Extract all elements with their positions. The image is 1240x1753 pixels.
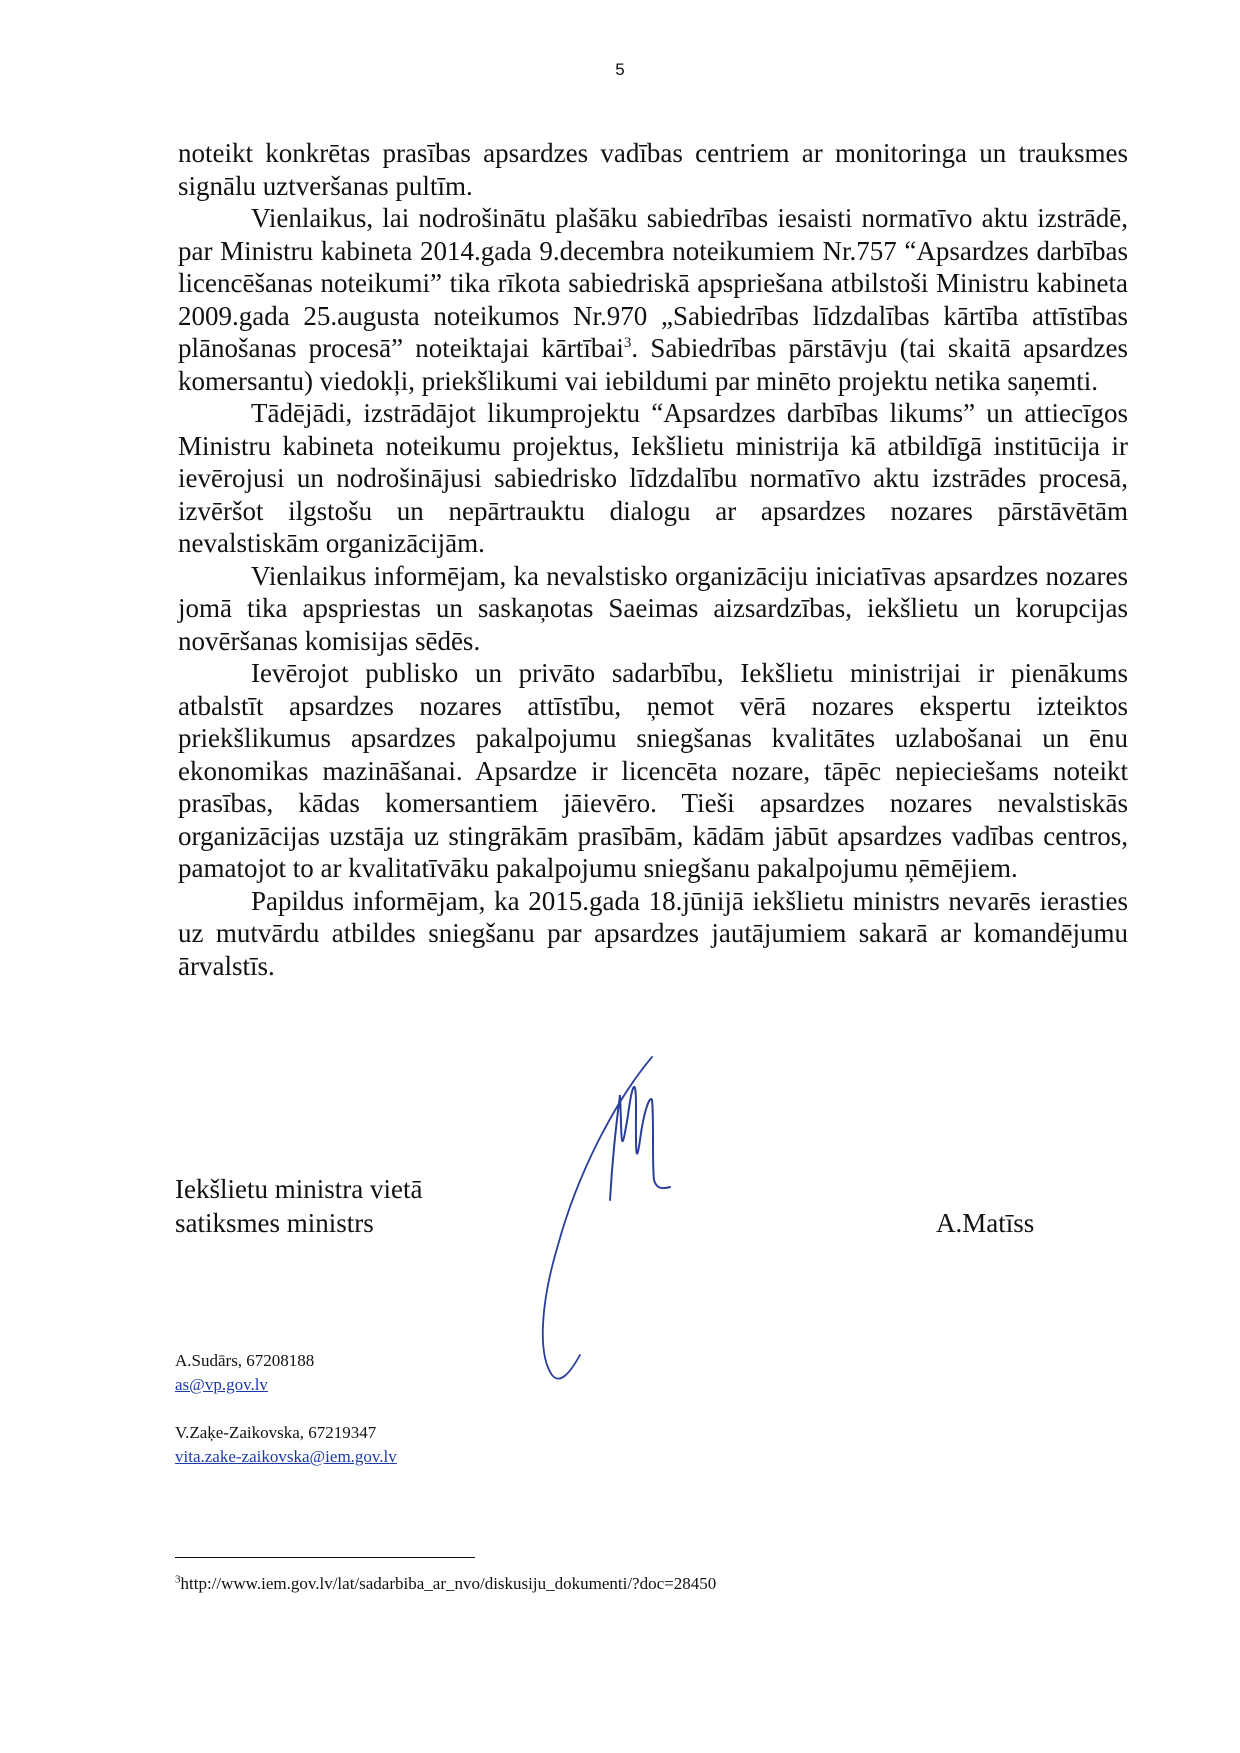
footnote-reference: 3 [623, 335, 632, 351]
contact-name-phone: A.Sudārs, 67208188 [175, 1351, 315, 1370]
paragraph-2-text: Vienlaikus, lai nodrošinātu plašāku sabiedrības iesaisti normatīvo aktu izstrādē, par Ministru kabineta 2014.gada 9.decembra noteikumiem Nr.757 “Apsardzes darbības licencēšanas noteikumi” tika rīkota sabiedriskā apspriešana atbilstoši Ministru kabineta 2009.gada 25.augusta noteikumos Nr.970 „Sabiedrības līdzdalības kārtība attīstības plānošanas procesā” noteiktajai kārtībai [178, 203, 1128, 363]
paragraph-5: Ievērojot publisko un privāto sadarbību, Iekšlietu ministrijai ir pienākums atbalstīt apsardzes nozares attīstību, ņemot vērā nozares ekspertu izteiktos priekšlikumus apsardzes pakalpojumu sniegšanas kvalitātes uzlabošanai un ēnu ekonomikas mazināšanai. Apsardze ir licencēta nozare, tāpēc nepieciešams noteikt prasības, kādas komersantiem jāievēro. Tieši apsardzes nozares nevalstiskās organizācijas uzstāja uz stingrākām prasībām, kādām jābūt apsardzes vadības centros, pamatojot to ar kvalitatīvāku pakalpojumu sniegšanu pakalpojumu ņēmējiem. [178, 658, 1128, 883]
letter-body [178, 137, 1128, 982]
footnote-url: http://www.iem.gov.lv/lat/sadarbiba_ar_nvo/diskusiju_dokumenti/?doc=28450 [180, 1574, 717, 1593]
contact-email-link[interactable]: as@vp.gov.lv [175, 1375, 268, 1394]
page-number: 5 [615, 60, 625, 79]
footnote-marker: 3 [175, 1573, 181, 1586]
signature-stroke-letters [610, 1087, 670, 1200]
paragraph-6: Papildus informējam, ka 2015.gada 18.jūnijā iekšlietu ministrs nevarēs ierasties uz mutvārdu atbildes sniegšanu par apsardzes jautājumiem sakarā ar komandējumu ārvalstīs. [178, 885, 1128, 981]
contact-email-link[interactable]: vita.zake-zaikovska@iem.gov.lv [175, 1447, 397, 1466]
contact-item [175, 1421, 397, 1469]
paragraph-2 [178, 202, 1128, 397]
paragraph-3: Tādējādi, izstrādājot likumprojektu “Apsardzes darbības likums” un attiecīgos Ministru kabineta noteikumu projektus, Iekšlietu ministrija kā atbildīgā institūcija ir ievērojusi un nodrošinājusi sabiedrisko līdzdalību normatīvo aktu izstrādes procesā, izvēršot ilgstošu un nepārtrauktu dialogu ar apsardzes nozares pārstāvētām nevalstiskām organizācijām. [178, 398, 1128, 558]
footnote-divider [175, 1557, 475, 1558]
signatory-title-line-2: satiksmes ministrs [175, 1208, 374, 1238]
handwritten-signature [540, 1055, 760, 1385]
paragraph-1: noteikt konkrētas prasības apsardzes vadības centriem ar monitoringa un trauksmes signālu uztveršanas pultīm. [178, 138, 1128, 201]
contact-list [175, 1349, 397, 1493]
contact-name-phone: V.Zaķe-Zaikovska, 67219347 [175, 1423, 377, 1442]
paragraph-4: Vienlaikus informējam, ka nevalstisko organizāciju iniciatīvas apsardzes nozares jomā tika apspriestas un saskaņotas Saeimas aizsardzības, iekšlietu un korupcijas novēršanas komisijas sēdēs. [178, 560, 1128, 656]
contact-item [175, 1349, 397, 1397]
footnote [175, 1574, 716, 1594]
signatory-title-line-1: Iekšlietu ministra vietā [175, 1174, 423, 1204]
signatory-title [175, 1172, 422, 1240]
paragraph-2-text-after: . Sabiedrības pārstāvju (tai skaitā apsardzes komersantu) viedokļi, priekšlikumi vai iebildumi par minēto projektu netika saņemti. [178, 333, 1128, 396]
signatory-name: A.Matīss [936, 1208, 1035, 1238]
